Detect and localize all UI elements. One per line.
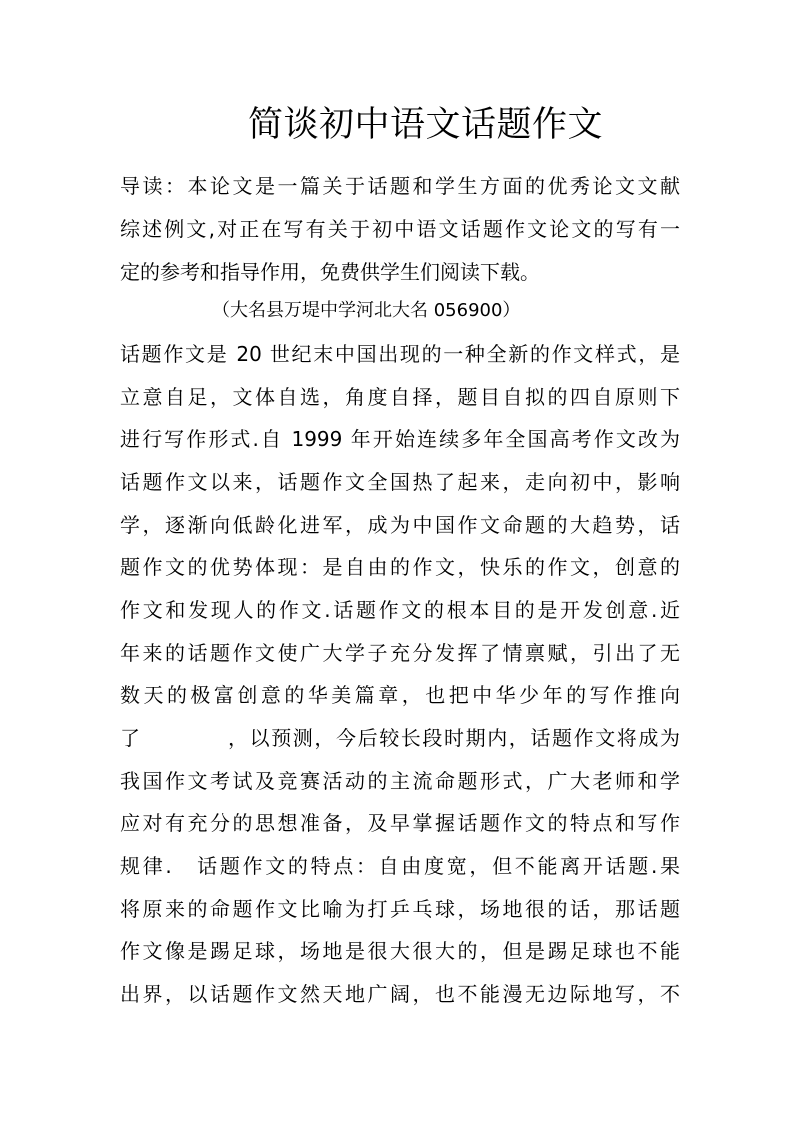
body-line: 年来的话题作文使广大学子充分发挥了情禀赋，引出了无 bbox=[120, 641, 680, 665]
body-line: 话题作文以来，话题作文全国热了起来，走向初中，影响 bbox=[120, 470, 680, 494]
body-line: 进行写作形式.自 1999 年开始连续多年全国高考作文改为 bbox=[120, 427, 680, 451]
body-line: 了 ，以预测，今后较长段时期内，话题作文将成为 bbox=[120, 726, 680, 750]
body-line: 出界，以话题作文然天地广阔，也不能漫无边际地写，不 bbox=[120, 982, 680, 1006]
intro-line: 综述例文,对正在写有关于初中语文话题作文论文的写有一 bbox=[120, 217, 680, 241]
body-line: 我国作文考试及竞赛活动的主流命题形式，广大老师和学 bbox=[120, 769, 680, 793]
body-line: 将原来的命题作文比喻为打乒乓球，场地很的话，那话题 bbox=[120, 897, 680, 921]
body-line: 学，逐渐向低龄化进军，成为中国作文命题的大趋势，话 bbox=[120, 513, 680, 537]
body-line: 规律. 话题作文的特点：自由度宽，但不能离开话题.果 bbox=[120, 854, 680, 878]
body-line: 话题作文是 20 世纪末中国出现的一种全新的作文样式，是 bbox=[120, 342, 680, 366]
intro-line: 定的参考和指导作用，免费供学生们阅读下载。 bbox=[120, 260, 540, 284]
body-line: 作文像是踢足球，场地是很大很大的，但是踢足球也不能 bbox=[120, 939, 680, 963]
body-line: 立意自足，文体自选，角度自择，题目自拟的四自原则下 bbox=[120, 385, 680, 409]
document-title: 简谈初中语文话题作文 bbox=[248, 105, 604, 145]
body-line: 应对有充分的思想准备，及早掌握话题作文的特点和写作 bbox=[120, 811, 680, 835]
intro-line: 导读：本论文是一篇关于话题和学生方面的优秀论文文献 bbox=[120, 174, 680, 198]
body-line: 题作文的优势体现：是自由的作文，快乐的作文，创意的 bbox=[120, 555, 680, 579]
author-affiliation: （大名县万堤中学河北大名 056900） bbox=[212, 300, 521, 321]
body-line: 作文和发现人的作文.话题作文的根本目的是开发创意.近 bbox=[120, 598, 680, 622]
body-line: 数天的极富创意的华美篇章，也把中华少年的写作推向 bbox=[120, 683, 680, 707]
